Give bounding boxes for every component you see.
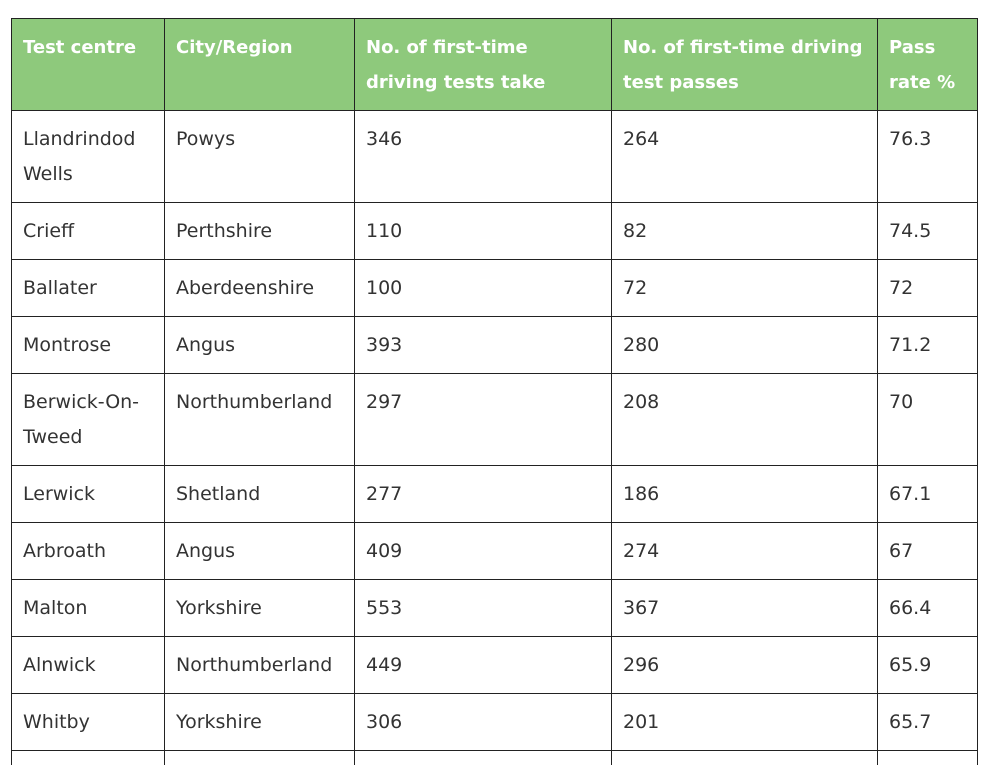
header-pass-rate: Pass rate % [878,19,978,111]
cell-test-centre: Alnwick [12,637,165,694]
cell-test-centre: Lerwick [12,466,165,523]
cell-test-passes: 367 [612,580,878,637]
table-row [12,694,978,751]
cell-empty [355,751,612,765]
cell-tests-taken: 409 [355,523,612,580]
cell-city-region: Angus [165,317,355,374]
cell-city-region: Aberdeenshire [165,260,355,317]
table-row [12,203,978,260]
cell-city-region: Angus [165,523,355,580]
cell-test-passes: 72 [612,260,878,317]
header-test-centre: Test centre [12,19,165,111]
cell-tests-taken: 346 [355,111,612,203]
cell-pass-rate: 70 [878,374,978,466]
cell-tests-taken: 110 [355,203,612,260]
table-row [12,317,978,374]
cell-pass-rate: 71.2 [878,317,978,374]
cell-pass-rate: 65.9 [878,637,978,694]
cell-tests-taken: 297 [355,374,612,466]
cell-test-centre: Crieff [12,203,165,260]
cell-pass-rate: 74.5 [878,203,978,260]
table-row [12,111,978,203]
cell-pass-rate: 67.1 [878,466,978,523]
cell-pass-rate: 67 [878,523,978,580]
cell-empty [878,751,978,765]
cell-test-centre: Montrose [12,317,165,374]
cell-city-region: Powys [165,111,355,203]
cell-test-centre: Berwick-On-Tweed [12,374,165,466]
cell-tests-taken: 306 [355,694,612,751]
cell-pass-rate: 76.3 [878,111,978,203]
cell-city-region: Yorkshire [165,694,355,751]
cell-city-region: Northumberland [165,637,355,694]
cell-test-centre: Whitby [12,694,165,751]
table-row [12,466,978,523]
header-tests-taken: No. of first-time driving tests take [355,19,612,111]
cell-city-region: Perthshire [165,203,355,260]
cell-test-centre: Malton [12,580,165,637]
cell-pass-rate: 65.7 [878,694,978,751]
cell-pass-rate: 72 [878,260,978,317]
cell-empty [612,751,878,765]
table-row [12,580,978,637]
table-header-row [12,19,978,111]
cell-tests-taken: 393 [355,317,612,374]
cell-city-region: Northumberland [165,374,355,466]
cell-empty [165,751,355,765]
cell-tests-taken: 449 [355,637,612,694]
cell-test-passes: 82 [612,203,878,260]
table-row [12,637,978,694]
cell-empty [12,751,165,765]
table-row [12,523,978,580]
cell-pass-rate: 66.4 [878,580,978,637]
cell-test-passes: 274 [612,523,878,580]
table-row [12,374,978,466]
header-test-passes: No. of first-time driving test passes [612,19,878,111]
cell-test-passes: 280 [612,317,878,374]
cell-test-centre: Ballater [12,260,165,317]
cell-city-region: Yorkshire [165,580,355,637]
cell-tests-taken: 100 [355,260,612,317]
cell-tests-taken: 277 [355,466,612,523]
cell-test-centre: Llandrindod Wells [12,111,165,203]
cell-test-passes: 186 [612,466,878,523]
header-city-region: City/Region [165,19,355,111]
table-row-cut-off [12,751,978,765]
cell-test-passes: 296 [612,637,878,694]
cell-test-passes: 208 [612,374,878,466]
cell-test-centre: Arbroath [12,523,165,580]
cell-test-passes: 264 [612,111,878,203]
driving-test-pass-rate-table [11,18,978,765]
table-row [12,260,978,317]
cell-tests-taken: 553 [355,580,612,637]
cell-city-region: Shetland [165,466,355,523]
cell-test-passes: 201 [612,694,878,751]
